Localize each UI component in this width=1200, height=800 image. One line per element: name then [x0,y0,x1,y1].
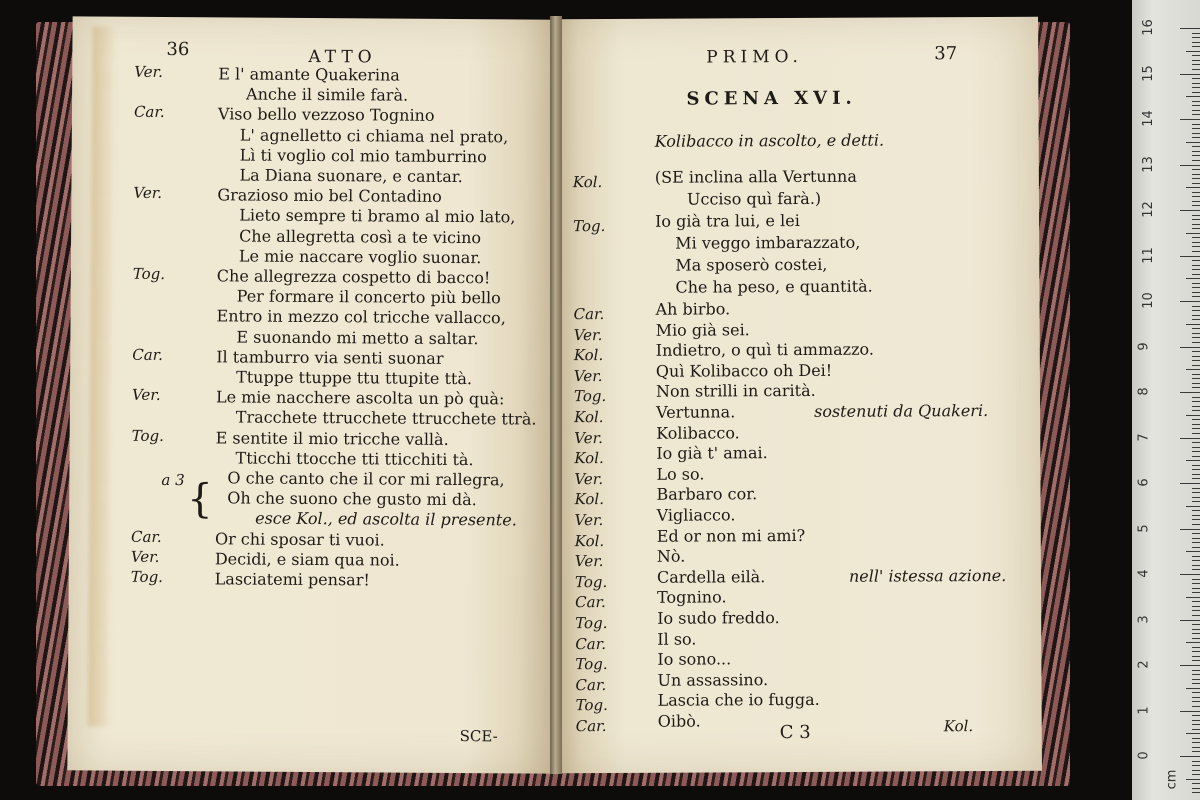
ruler-tick [1192,69,1200,70]
ruler-tick [1192,456,1200,457]
ruler-tick [1192,624,1200,625]
ruler-tick [1192,729,1200,730]
ruler-tick [1192,428,1200,429]
ruler-tick [1192,738,1200,739]
scene-title: SCENA XVI. [686,87,857,110]
speaker-label: Car. [133,103,165,122]
ruler-tick [1192,538,1200,539]
ruler-tick [1192,78,1200,79]
speaker-label: Tog. [574,572,608,591]
ruler-tick [1186,506,1200,507]
ruler-tick [1192,337,1200,338]
ruler-tick [1192,679,1200,680]
dialogue-line: Io sudo freddo. [657,608,780,628]
ruler-tick [1180,256,1200,257]
ruler-number: 6 [1136,478,1152,487]
right-text-block [554,17,1038,20]
ruler-tick [1192,533,1200,534]
ruler-tick [1192,583,1200,584]
dialogue-line: Indietro, o quì ti ammazzo. [655,339,874,360]
ruler-tick [1186,187,1200,188]
dialogue-line: Vertunna. [656,402,736,422]
speaker-label: Ver. [573,325,603,344]
ruler-number: 4 [1136,569,1152,578]
ruler-tick [1192,124,1200,125]
ruler-tick [1192,765,1200,766]
ruler-tick [1192,674,1200,675]
ruler-tick [1192,201,1200,202]
ruler-tick [1192,501,1200,502]
ruler-tick [1192,397,1200,398]
ruler-tick [1192,715,1200,716]
verse-line: esce Kol., ed ascolta il presente. [255,508,517,530]
ruler-tick [1192,569,1200,570]
ruler-tick [1192,601,1200,602]
dialogue-line: Lascia che io fugga. [657,690,820,711]
ruler-number: 8 [1136,387,1152,396]
ruler-tick [1192,360,1200,361]
ruler-number: 13 [1140,155,1156,173]
ruler-tick [1192,228,1200,229]
ruler-tick [1180,665,1200,666]
verse-line: Tracchete ttrucchete ttrucchete ttrà. [235,407,537,429]
ruler-tick [1192,647,1200,648]
ruler-tick [1192,774,1200,775]
dialogue-line: Vigliacco. [656,505,736,525]
verse-line: E l' amante Quakerina [218,64,400,85]
ruler-tick [1192,410,1200,411]
verse-line: Ttuppe ttuppe ttu ttupite ttà. [236,367,473,389]
page-number-right: 37 [934,43,958,65]
verse-line: Entro in mezzo col tricche vallacco, [216,306,506,328]
ruler-tick [1192,128,1200,129]
ruler-tick [1186,51,1200,52]
ruler-tick [1192,296,1200,297]
ruler-tick [1186,415,1200,416]
ruler-tick [1192,64,1200,65]
ruler-tick [1192,751,1200,752]
ruler-tick [1192,761,1200,762]
verse-line: Lasciatemi pensar! [214,569,370,590]
speaker-label: Car. [575,717,607,736]
ruler-tick [1180,620,1200,621]
left-page [67,16,556,773]
verse-line: Anche il simile farà. [246,84,409,105]
ruler-tick [1192,660,1200,661]
ruler-tick [1192,333,1200,334]
ruler-tick [1180,74,1200,75]
ruler-tick [1192,196,1200,197]
ruler-tick [1192,137,1200,138]
signature-mark: C 3 [779,721,811,744]
dialogue-line: Mio già sei. [655,319,750,340]
ruler-tick [1192,792,1200,793]
dialogue-line: Io già t' amai. [656,443,768,463]
ruler-tick [1192,224,1200,225]
ruler-tick [1192,83,1200,84]
ruler-number: 14 [1140,110,1156,127]
ruler-tick [1192,378,1200,379]
ruler-tick [1180,301,1200,302]
ruler-tick [1192,442,1200,443]
ruler-tick [1192,492,1200,493]
speaker-label: Kol. [573,346,604,365]
ruler-number: 5 [1136,523,1152,533]
dialogue-line: Quì Kolibacco oh Dei! [655,360,833,381]
ruler-tick [1192,465,1200,466]
ruler-tick [1186,324,1200,325]
ruler-tick [1192,451,1200,452]
speaker-label: Ver. [131,385,161,405]
page-number-left: 36 [166,38,190,61]
ruler-tick [1192,274,1200,275]
verse-line: O che canto che il cor mi rallegra, [227,468,505,490]
speaker-label: Ver. [574,552,604,571]
ruler-tick [1192,110,1200,111]
ruler-tick [1192,365,1200,366]
ruler-number: 0 [1136,751,1152,760]
ruler-tick [1186,233,1200,234]
ruler-tick [1180,574,1200,575]
verse-line: Per formare il concerto più bello [236,286,501,308]
ruler-tick [1192,242,1200,243]
ruler-tick [1192,92,1200,93]
speaker-label: Car. [132,345,164,364]
ruler-tick [1192,60,1200,61]
verse-line: Viso bello vezzoso Tognino [217,104,435,126]
ruler-tick [1192,319,1200,320]
verse-line: Che allegretta così a te vicino [239,226,482,247]
ruler-tick [1192,237,1200,238]
verse-line: La Diana suonare, e cantar. [239,165,463,187]
dialogue-line: Cardella eilà. [656,566,766,587]
stage-note: nell' istessa azione. [848,565,1007,586]
ruler-tick [1192,510,1200,511]
ruler-tick [1192,151,1200,152]
speaker-label: Tog. [575,655,608,674]
ruler-tick [1192,406,1200,407]
dialogue-line: Nò. [656,546,686,566]
speaker-label: Kol. [574,408,604,427]
ruler-tick [1186,597,1200,598]
ruler-tick [1192,42,1200,43]
ruler-tick [1192,351,1200,352]
trio-brace: { [187,476,213,523]
ruler-number: 9 [1136,341,1152,351]
ruler-tick [1180,529,1200,530]
ruler-tick [1192,146,1200,147]
speaker-label: Ver. [574,511,604,530]
ruler-tick [1192,133,1200,134]
ruler-tick [1192,651,1200,652]
speaker-label: Tog. [131,426,165,445]
ruler-tick [1192,638,1200,639]
dialogue-line: Oibò. [657,711,701,731]
ruler-tick [1192,488,1200,489]
ruler-tick [1180,119,1200,120]
speaker-label: Kol. [574,490,604,509]
ruler-tick [1186,142,1200,143]
speaker-label: Car. [575,634,607,653]
ruler-tick [1192,670,1200,671]
ruler-tick [1192,697,1200,698]
dialogue-line: Ucciso quì farà.) [686,188,822,209]
ruler-tick [1192,219,1200,220]
dialogue-line: Ma sposerò costei, [675,254,828,275]
page-stain [88,26,115,726]
ruler-tick [1192,542,1200,543]
ruler-tick [1192,742,1200,743]
ruler-tick [1192,105,1200,106]
speaker-label: Ver. [133,183,163,203]
ruler-tick [1192,701,1200,702]
ruler-tick [1192,547,1200,548]
ruler-tick [1192,356,1200,357]
ruler-tick [1192,33,1200,34]
ruler-tick [1192,629,1200,630]
stage-direction: Kolibacco in ascolto, e detti. [654,130,885,151]
ruler-tick [1180,347,1200,348]
ruler-number: 3 [1136,614,1152,624]
ruler-number: 7 [1136,432,1152,442]
ruler-tick [1192,46,1200,47]
ruler-tick [1192,37,1200,38]
ruler-tick [1192,615,1200,616]
verse-line: Oh che suono che gusto mi dà. [227,488,477,510]
verse-line: Il tamburro via senti suonar [216,347,444,368]
verse-line: Che allegrezza cospetto di bacco! [216,266,491,288]
ruler-tick [1192,770,1200,771]
dialogue-line: Mi veggo imbarazzato, [675,232,861,253]
ruler-tick [1186,369,1200,370]
verse-line: Le mie nacchere ascolta un pò quà: [215,387,505,409]
ruler-tick [1192,192,1200,193]
ruler-number: 1 [1136,705,1152,715]
ruler-tick [1192,178,1200,179]
ruler-tick [1186,278,1200,279]
ruler-tick [1192,283,1200,284]
ruler-tick [1186,460,1200,461]
ruler-tick [1186,688,1200,689]
speaker-label: Ver. [134,62,163,81]
verse-line: Grazioso mio bel Contadino [217,185,442,207]
speaker-label: Tog. [132,264,166,283]
ruler-tick [1192,87,1200,88]
verse-line: E sentite il mio tricche vallà. [215,427,449,449]
ruler-number: 15 [1140,64,1156,82]
ruler-tick [1186,779,1200,780]
ruler-tick [1192,269,1200,270]
ruler-tick [1192,683,1200,684]
ruler-tick [1192,160,1200,161]
ruler-number: 11 [1140,246,1156,264]
right-page [554,17,1042,774]
ruler-number: 10 [1140,292,1156,309]
ruler-tick [1192,419,1200,420]
dialogue-line: Io sono... [657,649,732,669]
ruler-tick [1180,210,1200,211]
ruler-unit: cm [1164,769,1180,790]
dialogue-line: Tognino. [657,587,727,608]
speaker-label: Car. [130,527,162,546]
ruler-tick [1192,342,1200,343]
ruler-tick [1180,711,1200,712]
ruler-tick [1192,560,1200,561]
ruler-tick [1192,474,1200,475]
ruler-tick [1192,447,1200,448]
speaker-label: Tog. [573,387,607,406]
ruler-tick [1186,551,1200,552]
ruler-number: 12 [1140,201,1156,218]
speaker-label: Car. [575,593,606,612]
ruler-tick [1192,174,1200,175]
ruler-tick [1192,565,1200,566]
ruler-tick [1192,183,1200,184]
verse-line: Tticchi ttocche tti tticchiti tà. [235,448,474,469]
dialogue-line: Io già tra lui, e lei [655,210,800,231]
ruler-tick [1180,483,1200,484]
ruler-tick [1192,633,1200,634]
speaker-label: Ver. [574,469,604,488]
ruler-tick [1192,579,1200,580]
ruler-tick [1192,497,1200,498]
left-text-block [73,16,557,19]
ruler-tick [1180,28,1200,29]
ruler-tick [1192,788,1200,789]
catchword-left: SCE- [459,727,498,746]
dialogue-line: Barbaro cor. [656,484,758,505]
ruler-tick [1192,292,1200,293]
speaker-label: Kol. [574,531,605,550]
verse-line: Le mie naccare voglio suonar. [238,246,482,267]
ruler-tick [1192,592,1200,593]
ruler-tick [1192,515,1200,516]
speaker-label: Tog. [575,614,608,633]
dialogue-line: Ed or non mi ami? [656,525,806,546]
speaker-label: Ver. [574,428,603,447]
speaker-label: Ver. [130,547,160,566]
ruler-tick [1186,642,1200,643]
ruler-tick [1180,756,1200,757]
dialogue-line: Non strilli in carità. [655,381,816,402]
ruler-tick [1192,374,1200,375]
ruler-tick [1192,155,1200,156]
ruler-tick [1186,733,1200,734]
ruler-tick [1192,478,1200,479]
ruler-tick [1192,246,1200,247]
ruler-tick [1192,556,1200,557]
dialogue-line: Lo so. [656,464,705,484]
ruler-tick [1180,438,1200,439]
ruler-tick [1192,101,1200,102]
ruler-tick [1192,519,1200,520]
speaker-label: Tog. [575,696,608,715]
ruler-tick [1192,265,1200,266]
running-head-left: ATTO [308,46,377,68]
verse-line: L' agnelletto ci chiama nel prato, [239,125,509,146]
ruler-tick [1192,656,1200,657]
ruler-tick [1180,165,1200,166]
ruler-tick [1192,588,1200,589]
ruler-tick [1192,169,1200,170]
ruler-tick [1192,287,1200,288]
speaker-label: a 3 [161,470,185,490]
ruler-tick [1192,524,1200,525]
ruler-tick [1192,401,1200,402]
dialogue-line: Che ha peso, e quantità. [675,276,873,297]
ruler-tick [1192,692,1200,693]
verse-line: Decidi, e siam qua noi. [214,549,400,570]
ruler-tick [1192,720,1200,721]
ruler-tick [1192,315,1200,316]
ruler-tick [1192,706,1200,707]
ruler-tick [1192,387,1200,388]
verse-line: Lì ti voglio col mio tamburrino [239,145,487,167]
ruler-tick [1192,606,1200,607]
ruler-number: 2 [1136,660,1152,669]
ruler-tick [1192,433,1200,434]
measuring-ruler [1132,0,1200,800]
ruler-tick [1192,215,1200,216]
verse-line: E suonando mi metto a saltar. [236,327,479,348]
ruler-tick [1192,424,1200,425]
catchword-right: Kol. [943,717,974,736]
dialogue-line: Il so. [657,629,697,649]
speaker-label: Car. [575,675,607,694]
running-head-right: PRIMO. [706,46,804,68]
dialogue-line: Kolibacco. [656,422,740,443]
ruler-tick [1192,747,1200,748]
ruler-tick [1180,392,1200,393]
verse-line: Or chi sposar ti vuoi. [214,528,385,550]
ruler-tick [1192,114,1200,115]
ruler-tick [1192,260,1200,261]
ruler-tick [1192,469,1200,470]
speaker-label: Ver. [573,366,603,385]
ruler-tick [1186,96,1200,97]
stage-note: sostenuti da Quakeri. [814,401,989,421]
verse-line: Lieto sempre ti bramo al mio lato, [239,205,516,227]
ruler-tick [1192,306,1200,307]
ruler-tick [1192,328,1200,329]
speaker-label: Tog. [573,217,606,236]
ruler-tick [1192,205,1200,206]
dialogue-line: Ah birbo. [655,299,731,319]
dialogue-line: Un assassino. [657,669,769,690]
speaker-label: Kol. [572,173,603,192]
ruler-number: 16 [1140,19,1156,36]
speaker-label: Kol. [574,449,604,468]
ruler-tick [1192,724,1200,725]
ruler-tick [1192,610,1200,611]
ruler-tick [1192,55,1200,56]
book-gutter [550,16,562,774]
ruler-tick [1192,383,1200,384]
ruler-tick [1192,783,1200,784]
speaker-label: Car. [573,305,605,324]
ruler-tick [1192,310,1200,311]
speaker-label: Tog. [130,567,164,586]
dialogue-line: (SE inclina alla Vertunna [654,166,857,187]
ruler-tick [1192,251,1200,252]
